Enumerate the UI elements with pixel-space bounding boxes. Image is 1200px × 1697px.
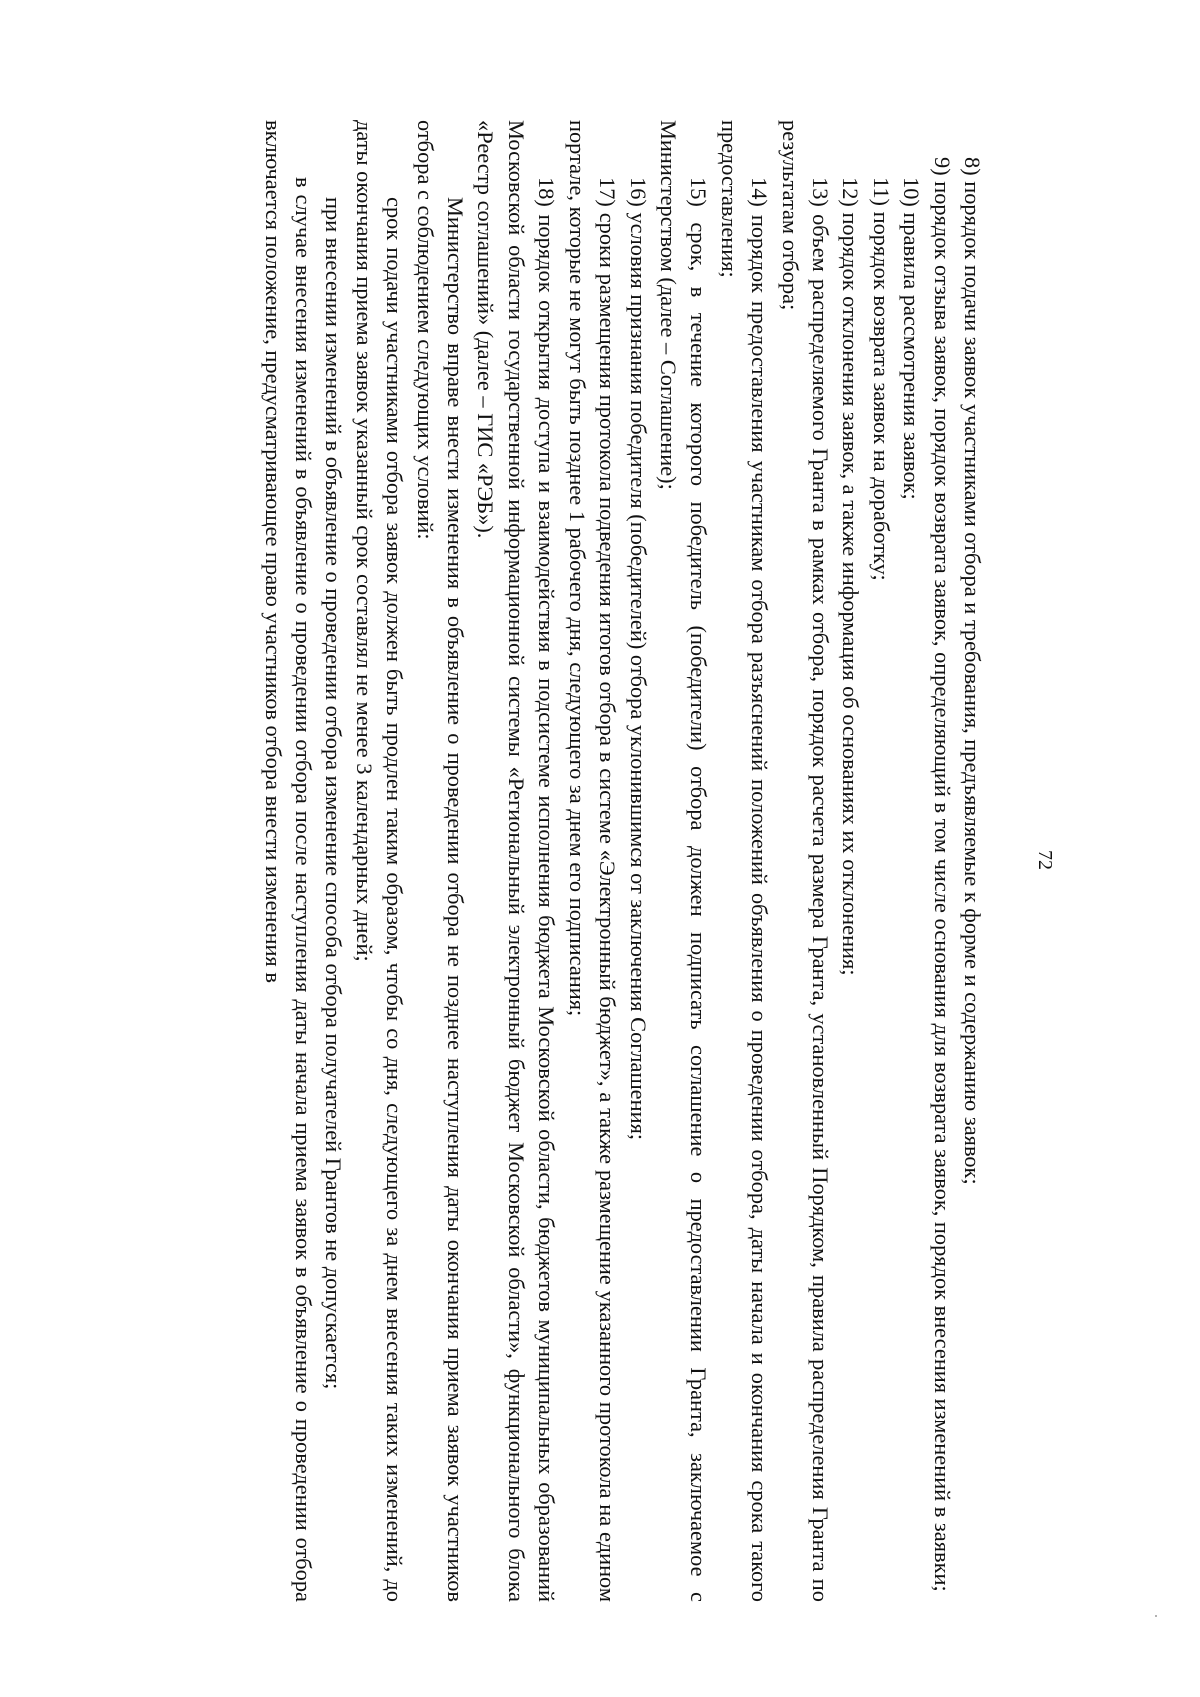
paragraph-item-18: 18) порядок открытия доступа и взаимодействия в подсистеме исполнения бюджета Московской области, бюджетов муниципальных образований Московской области государственной информационной системы «Региональный электронный бюджет Московской области», функционального блока «Реестр соглашений» (далее – ГИС «РЭБ»). — [473, 120, 560, 1602]
paragraph-item-15: 15) срок, в течение которого победитель (победители) отбора должен подписать соглашение о предоставлении Гранта, заключаемое с Министерством (далее – Соглашение); — [655, 120, 712, 1602]
paragraph-item-14: 14) порядок предоставления участникам отбора разъяснений положений объявления о проведении отбора, даты начала и окончания срока такого предоставления; — [716, 120, 773, 1602]
paragraph-item-9: 9) порядок отзыва заявок, порядок возврата заявок, определяющий в том числе основания для возврата заявок, порядок внесения изменений в заявки; — [929, 157, 955, 1592]
paragraph-item-17: 17) сроки размещения протокола подведения итогов отбора в системе «Электронный бюджет», а также размещение указанного протокола на едином портале, которые не могут быть позднее 1 рабочего дня, следующего за днем его подписания; — [564, 120, 621, 1602]
paragraph-ministry-rights: Министерство вправе внести изменения в объявление о проведении отбора не позднее наступления даты окончания приема заявок участников отбора с соблюдением следующих условий: — [412, 120, 469, 1602]
document-page — [185, 110, 1065, 1610]
paragraph-deadline-extension: срок подачи участниками отбора заявок должен быть продлен таким образом, чтобы со дня, следующего за днем внесения таких изменений, до даты окончания приема заявок указанный срок составлял не менее 3 календарных дней; — [351, 120, 408, 1602]
paragraph-method-change: при внесении изменений в объявление о проведении отбора изменение способа отбора получателей Грантов не допускается; — [321, 197, 347, 1390]
paragraph-changes-after-start: в случае внесения изменений в объявление о проведении отбора после наступления даты начала приема заявок в объявление о проведении отбора включается положение, предусматривающее право участников отбора внести изменения в — [260, 120, 317, 1602]
paragraph-item-13: 13) объем распределяемого Гранта в рамках отбора, порядок расчета размера Гранта, установленный Порядком, правила распределения Гранта по результатам отбора; — [777, 120, 833, 1602]
paragraph-item-8: 8) порядок подачи заявок участниками отбора и требования, предъявляемые к форме и содержанию заявок; — [960, 157, 985, 1185]
paragraph-item-11: 11) порядок возврата заявок на доработку; — [868, 177, 894, 581]
document-body — [257, 120, 987, 1602]
paragraph-item-10: 10) правила рассмотрения заявок; — [899, 177, 925, 500]
paragraph-item-12: 12) порядок отклонения заявок, а также информация об основаниях их отклонения; — [838, 177, 864, 976]
page-number: 72 — [1034, 850, 1056, 870]
scan-speck — [1155, 1615, 1157, 1617]
paragraph-item-16: 16) условия признания победителя (победителей) отбора уклонившимся от заключения Соглашения; — [625, 177, 651, 1141]
